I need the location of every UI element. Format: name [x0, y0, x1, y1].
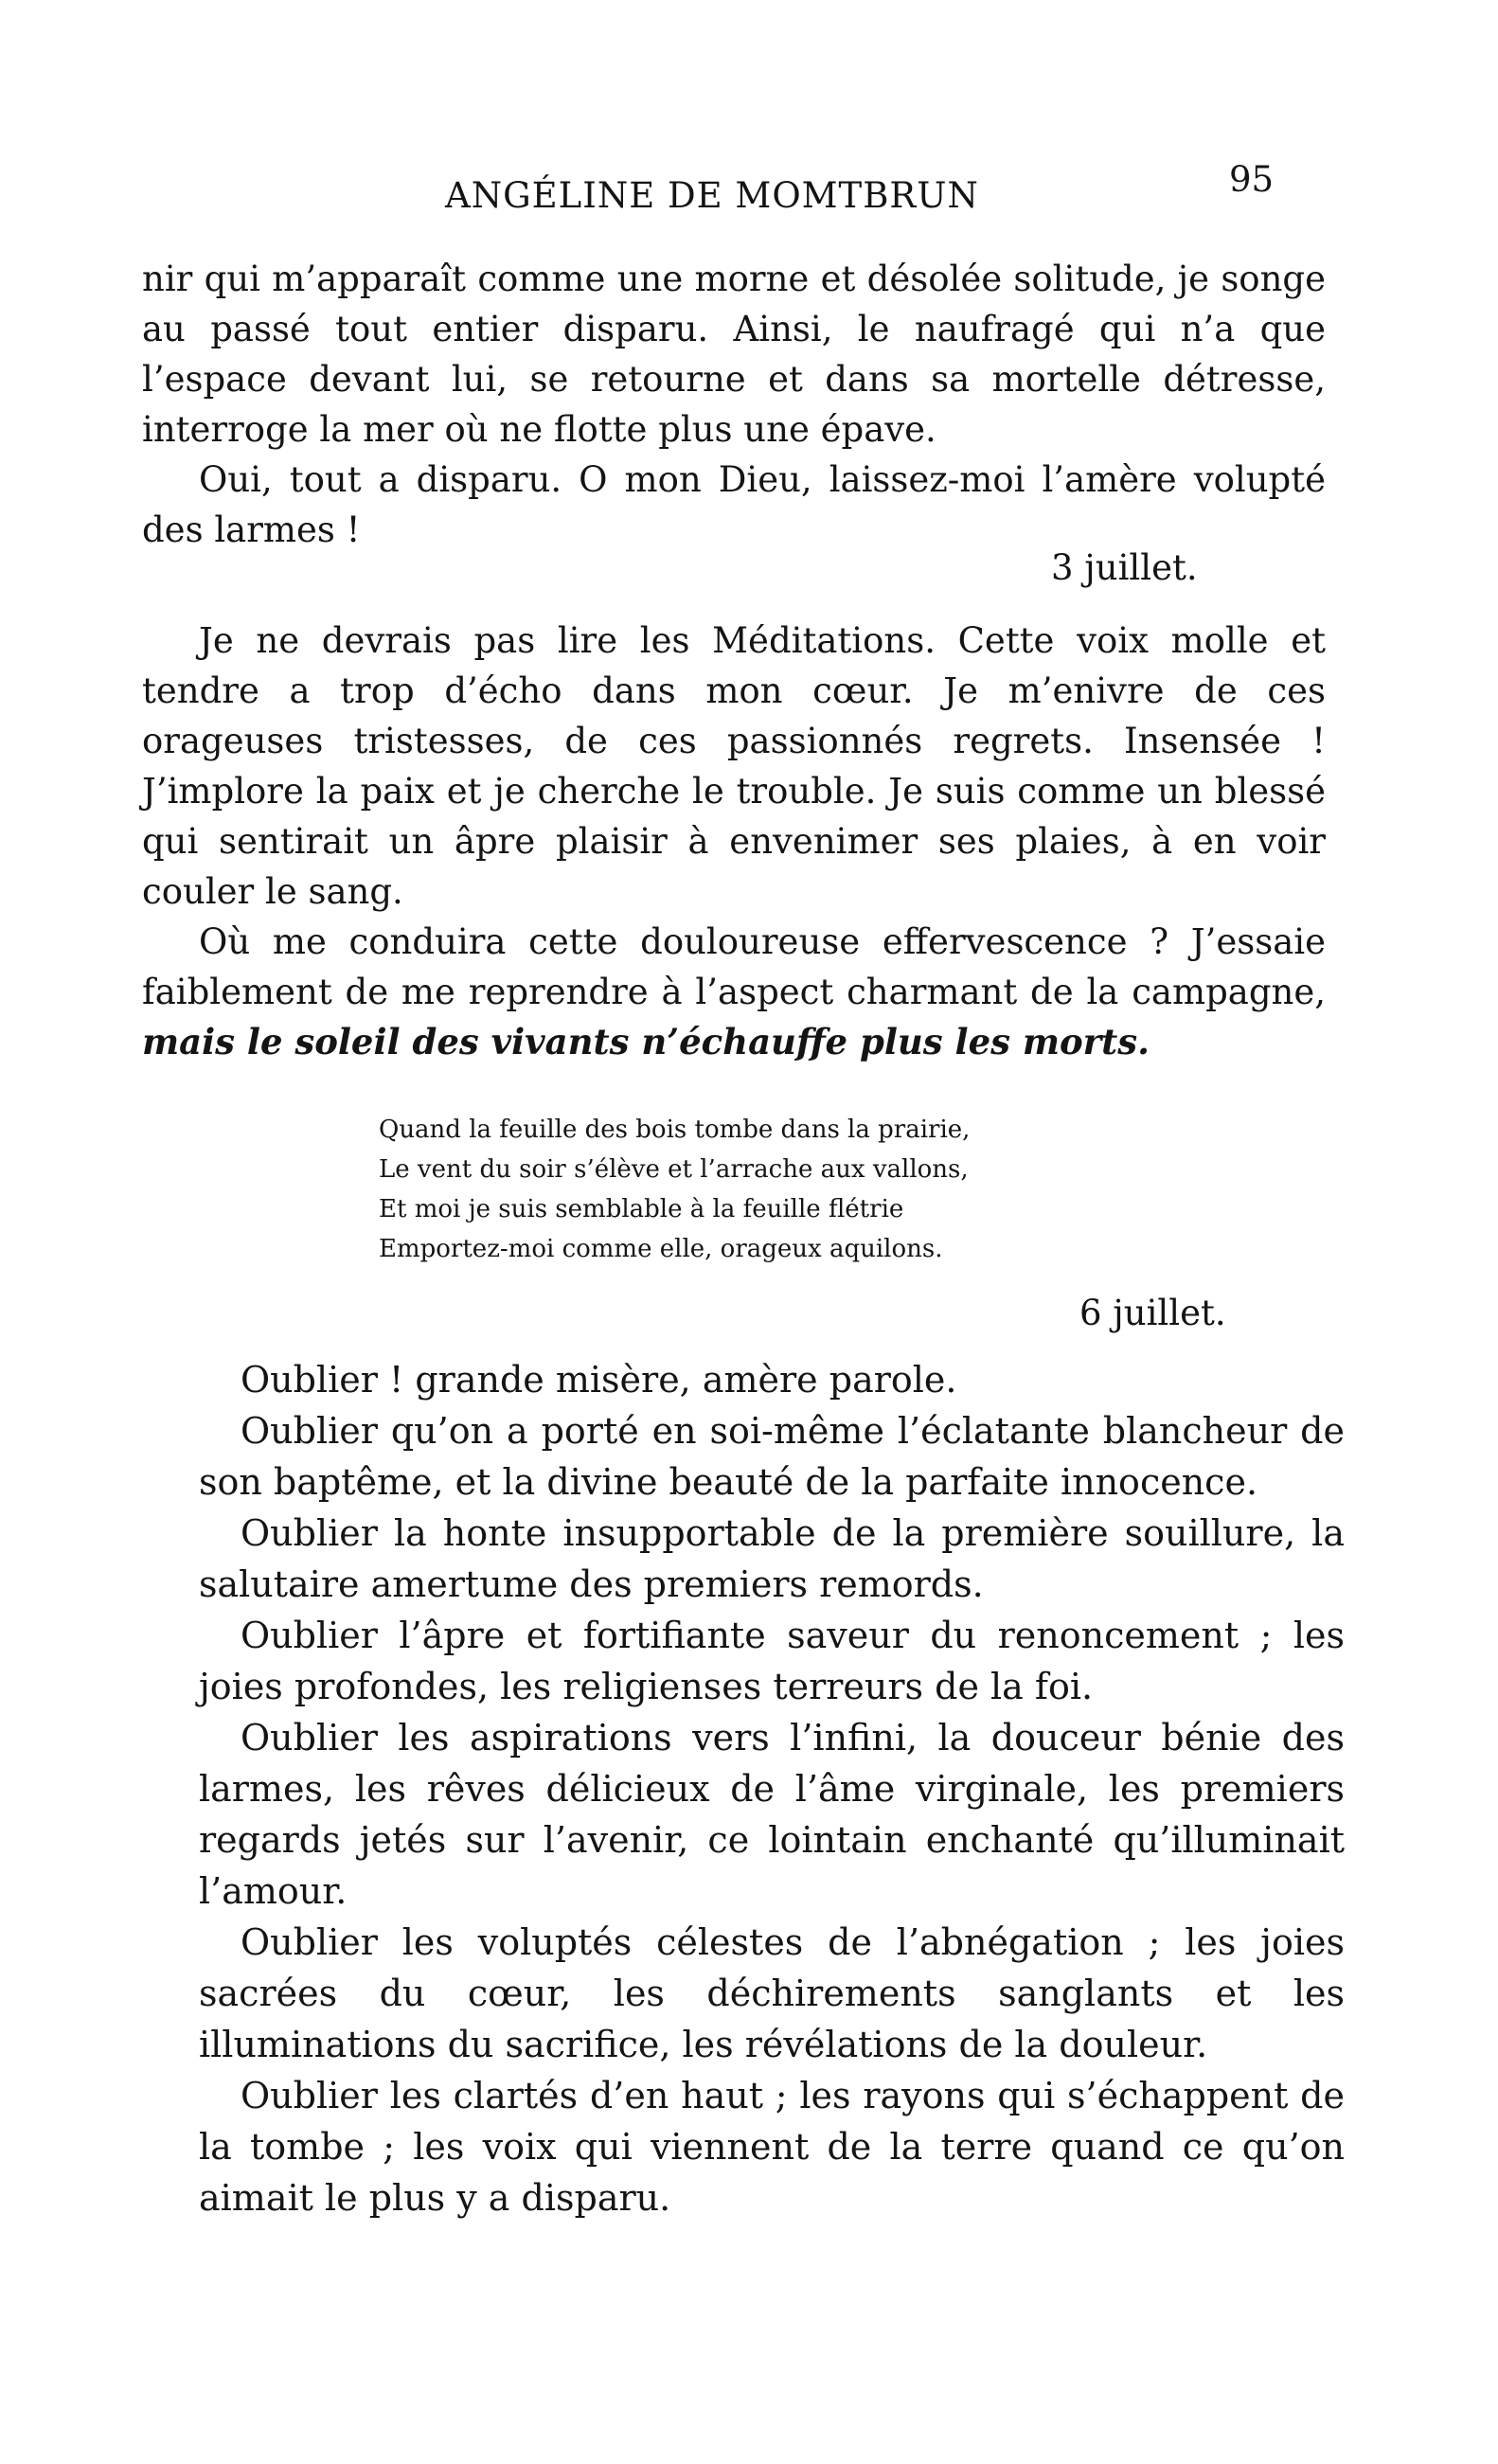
verse-line: Quand la feuille des bois tombe dans la prairie,: [379, 1116, 971, 1144]
paragraph: Oublier l’âpre et fortifiante saveur du renoncement ; les joies profondes, les religienses terreurs de la foi.: [199, 1615, 1345, 1707]
paragraph: [142, 917, 1326, 1067]
paragraph: Oublier qu’on a porté en soi-même l’éclatante blancheur de son baptême, et la divine beauté de la parfaite innocence.: [199, 1410, 1345, 1503]
paragraph: nir qui m’apparaît comme une morne et désolée solitude, je songe au passé tout entier disparu. Ainsi, le naufragé qui n’a que l’espace devant lui, se retourne et dans sa mortelle détresse, interroge la mer où ne flotte plus une épave.: [142, 259, 1326, 450]
continued-text: [142, 254, 1326, 555]
page-number: 95: [1229, 159, 1275, 200]
running-title: ANGÉLINE DE MOMTBRUN: [445, 175, 979, 216]
verse-quotation: [379, 1110, 970, 1269]
paragraph: Oublier les clartés d’en haut ; les rayons qui s’échappent de la tombe ; les voix qui viennent de la terre quand ce qu’on aimait le plus y a disparu.: [199, 2075, 1345, 2219]
paragraph: Oublier les voluptés célestes de l’abnégation ; les joies sacrées du cœur, les déchirements sanglants et les illuminations du sacrifice, les révélations de la douleur.: [199, 1921, 1345, 2065]
diary-entry-body: [199, 1354, 1345, 2223]
verse-line: Emportez-moi comme elle, orageux aquilons.: [379, 1235, 943, 1263]
paragraph-text: Où me conduira cette douloureuse effervescence ? J’essaie faiblement de me reprendre à l’aspect charmant de la campagne,: [142, 921, 1326, 1012]
entry-date: 6 juillet.: [1079, 1293, 1226, 1333]
paragraph: Oui, tout a disparu. O mon Dieu, laissez-moi l’amère volupté des larmes !: [142, 459, 1326, 550]
paragraph: Oublier les aspirations vers l’infini, la douceur bénie des larmes, les rêves délicieux de l’âme virginale, les premiers regards jetés sur l’avenir, ce lointain enchanté qu’illuminait l’amour.: [199, 1717, 1345, 1912]
verse-line: Le vent du soir s’élève et l’arrache aux vallons,: [379, 1155, 969, 1184]
diary-entry-body: [142, 616, 1326, 1067]
paragraph: Oublier la honte insupportable de la première souillure, la salutaire amertume des premiers remords.: [199, 1512, 1345, 1605]
paragraph: Je ne devrais pas lire les Méditations. Cette voix molle et tendre a trop d’écho dans mon cœur. Je m’enivre de ces orageuses tristesses, de ces passionnés regrets. Insensée ! J’implore la paix et je cherche le trouble. Je suis comme un blessé qui sentirait un âpre plaisir à envenimer ses plaies, à en voir couler le sang.: [142, 620, 1326, 912]
verse-line: Et moi je suis semblable à la feuille flétrie: [379, 1195, 904, 1223]
italic-quote: mais le soleil des vivants n’échauffe plus les morts.: [142, 1021, 1150, 1062]
entry-date: 3 juillet.: [1051, 547, 1198, 588]
paragraph: Oublier ! grande misère, amère parole.: [241, 1359, 957, 1401]
